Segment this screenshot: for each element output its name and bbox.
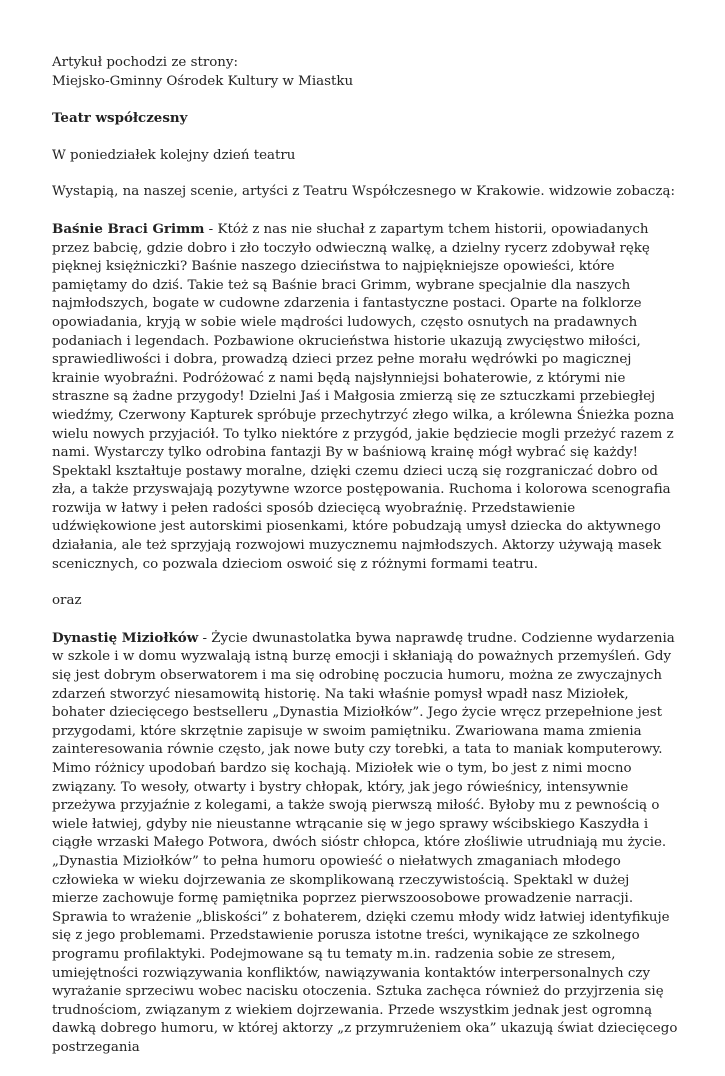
show-description-miziolki (52, 629, 679, 1058)
show-description-grimm (52, 220, 679, 574)
connector-text: oraz (52, 593, 82, 609)
show-text-grimm: - Któż z nas nie słuchał z zapartym tchem historii, opowiadanych przez babcię, gdzie dobro i zło toczyło odwieczną walkę, a dzielny rycerz zdobywał rękę pięknej księżniczki? Baśnie naszego dzieciństwa to najpiękniejsze opowieści, które pamiętamy do dziś. Takie też są Baśnie braci Grimm, wybrane specjalnie dla naszych najmłodszych, bogate w cudowne zdarzenia i fantastyczne postaci. Oparte na folklorze opowiadania, kryją w sobie wiele mądrości ludowych, często osnutych na pradawnych podaniach i legendach. Pozbawione okrucieństwa historie ukazują zwycięstwo miłości, sprawiedliwości i dobra, prowadzą dzieci przez pełne morału wędrówki po magicznej krainie wyobraźni. Podróżować z nami będą najsłynniejsi bohaterowie, z którymi nie straszne są żadne przygody! Dzielni Jaś i Małgosia zmierzą się ze sztuczkami przebiegłej wiedźmy, Czerwony Kapturek spróbuje przechytrzyć złego wilka, a królewna Śnieżka pozna wielu nowych przyjaciół. To tylko niektóre z przygód, jakie będziecie mogli przeżyć razem z nami. Wystarczy tylko odrobina fantazji By w baśniową krainę mógł wybrać się każdy! Spektakl kształtuje postawy moralne, dzięki czemu dzieci uczą się rozgraniczać dobro od zła, a także przyswajają pozytywne wzorce postępowania. Ruchoma i kolorowa scenografia rozwija w łatwy i pełen radości sposób dziecięcą wyobraźnię. Przedstawienie udźwiękowione jest autorskimi piosenkami, które pobudzają umysł dziecka do aktywnego działania, ale też sprzyjają rozwojowi muzycznemu najmłodszych. Aktorzy używają masek scenicznych, co pozwala dzieciom oswoić się z różnymi formami teatru. (52, 221, 675, 572)
intro-line: W poniedziałek kolejny dzień teatru (52, 147, 296, 163)
article (52, 54, 679, 1076)
show-title-grimm: Baśnie Braci Grimm (52, 220, 205, 237)
show-text-miziolki: - Życie dwunastolatka bywa naprawdę trudne. Codzienne wydarzenia w szkole i w domu wyzwalają istną burzę emocji i skłaniają do poważnych przemyśleń. Gdy się jest dobrym obserwatorem i ma się odrobinę poczucia humoru, można ze zwyczajnych zdarzeń stworzyć niesamowitą historię. Na taki właśnie pomysł wpadł nasz Miziołek, bohater dziecięcego bestselleru „Dynastia Miziołków”. Jego życie wręcz przepełnione jest przygodami, które skrzętnie zapisuje w swoim pamiętniku. Zwariowana mama zmienia zainteresowania równie często, jak nowe buty czy torebki, a tata to maniak komputerowy. Mimo różnicy upodobań bardzo się kochają. Miziołek wie o tym, bo jest z nimi mocno związany. To wesoły, otwarty i bystry chłopak, który, jak jego rówieśnicy, intensywnie przeżywa przyjaźnie z kolegami, a także swoją pierwszą miłość. Byłoby mu z pewnością o wiele łatwiej, gdyby nie nieustanne wtrącanie się w jego sprawy wścibskiego Kaszydła i ciągłe wrzaski Małego Potwora, dwóch sióstr chłopca, które złośliwie utrudniają mu życie. „Dynastia Miziołków” to pełna humoru opowieść o niełatwych zmaganiach młodego człowieka w wieku dojrzewania ze skomplikowaną rzeczywistością. Spektakl w dużej mierze zachowuje formę pamiętnika poprzez pierwszoosobowe prowadzenie narracji. Sprawia to wrażenie „bliskości” z bohaterem, dzięki czemu młody widz łatwiej identyfikuje się z jego problemami. Przedstawienie porusza istotne treści, wynikające ze szkolnego programu profilaktyki. Podejmowane są tu tematy m.in. radzenia sobie ze stresem, umiejętności rozwiązywania konfliktów, nawiązywania kontaktów interpersonalnych czy wyrażanie sprzeciwu wobec nacisku otoczenia. Sztuka zachęca również do przyjrzenia się trudnościom, związanym z wiekiem dojrzewania. Przede wszystkim jednak jest ogromną dawką dobrego humoru, w której aktorzy „z przymrużeniem oka” ukazują świat dziecięcego postrzegania (52, 630, 678, 1055)
intro-performers: Wystapią, na naszej scenie, artyści z Teatru Współczesnego w Krakowie. widzowie zobaczą: (52, 184, 675, 200)
source-organization: Miejsko-Gminny Ośrodek Kultury w Miastku (52, 73, 354, 89)
article-title: Teatr współczesny (52, 110, 188, 127)
show-title-miziolki: Dynastię Miziołków (52, 629, 199, 646)
source-label: Artykuł pochodzi ze strony: (52, 55, 238, 70)
source-note (52, 54, 679, 91)
